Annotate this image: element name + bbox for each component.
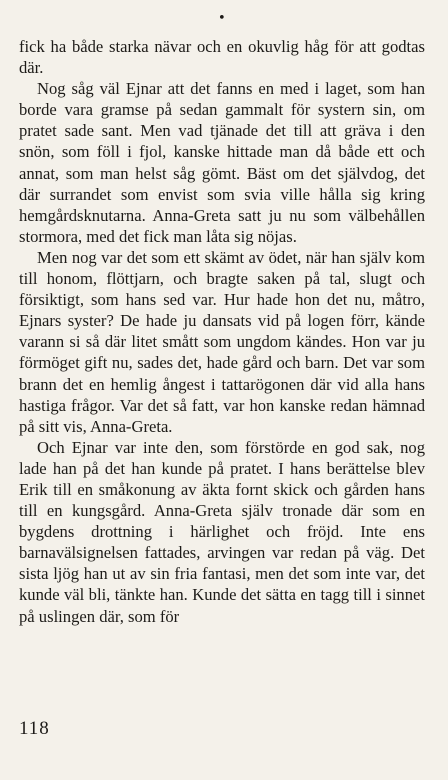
paragraph-4: Och Ejnar var inte den, som förstörde en god sak, nog lade han på det han kunde på pratet. I hans berättelse blev Erik till en småkonung av äkta fornt skick och gården hans till en kungsgård. Anna-Greta själv tronade där som en bygdens drottning i härlighet och fröjd. Inte ens barnavälsignelsen fattades, arvingen var redan på väg. Det sista ljög han ut av sin fria fantasi, men det som inte var, det kunde väl bli, tänkte han. Kunde det sätta en tagg till i sinnet på uslingen där, som för: [19, 437, 425, 626]
body-text: [19, 36, 425, 627]
paragraph-1: fick ha både starka nävar och en okuvlig håg för att godtas där.: [19, 37, 425, 78]
page-number: 118: [19, 718, 50, 739]
paragraph-3: Men nog var det som ett skämt av ödet, när han själv kom till honom, flöttjarn, och bragte saken på tal, slugt och försiktigt, som hans sed var. Hur hade hon det nu, måtro, Ejnars syster? De hade ju dansats vid på logen förr, kände varann si så där litet smått som ungdom kändes. Hon var ju förmöget gift nu, sades det, hade gård och barn. Det var som brann det en hemlig ångest i tattarögonen där vid alla hans hastiga frågor. Var det så fatt, var hon kanske redan hämnad på sitt vis, Anna-Greta.: [19, 247, 425, 436]
top-mark: •: [218, 11, 226, 26]
paragraph-2: Nog såg väl Ejnar att det fanns en med i laget, som han borde vara gramse på sedan gammalt för systern sin, om pratet sade sant. Men vad tjänade det till att gräva i den snön, som föll i fjol, kanske hittade man då både ett och annat, som man helst såg gömt. Bäst om det självdog, det där surrandet som envist som svia ville hålla sig kring hemgårdsknutarna. Anna-Greta satt ju nu som välbehållen stormora, med det fick man låta sig nöjas.: [19, 79, 425, 246]
